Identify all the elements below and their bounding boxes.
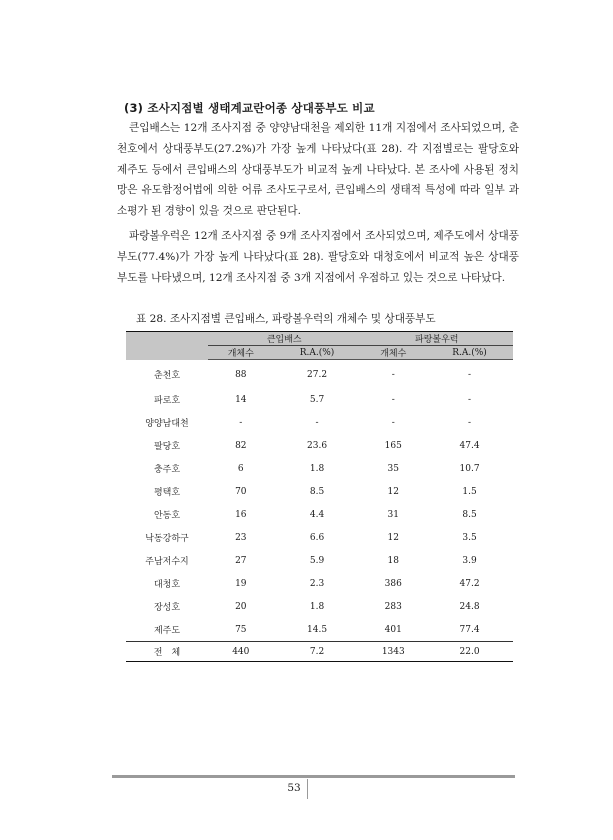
site-name: 평택호	[153, 488, 181, 498]
ra-cell: -	[468, 417, 472, 428]
site-header	[126, 332, 208, 360]
site-name: 낙동강하구	[145, 534, 189, 544]
count-cell: 16	[235, 509, 247, 520]
ra-cell: 1.5	[462, 486, 477, 497]
count-cell: 165	[384, 440, 402, 451]
site-name: 파로호	[153, 396, 181, 406]
site-name: 장성호	[153, 603, 181, 613]
count-cell: 283	[384, 601, 402, 612]
subheader-ra: R.A.(%)	[426, 346, 513, 360]
page-number: 53	[287, 782, 301, 794]
group-header-bluegill: 파랑볼우럭	[360, 332, 513, 346]
total-row	[126, 642, 513, 662]
count-cell: 75	[235, 624, 247, 635]
count-cell: 401	[384, 624, 402, 635]
ra-cell: 5.7	[309, 394, 325, 405]
ra-cell: 47.4	[459, 440, 480, 451]
subheader-count: 개체수	[208, 346, 274, 360]
count-cell: 70	[235, 486, 247, 497]
count-cell: 18	[387, 555, 399, 566]
table-row	[126, 549, 513, 572]
ra-cell: 6.6	[309, 532, 325, 543]
count-cell: 31	[387, 509, 399, 520]
table-row	[126, 388, 513, 411]
group-header-bass: 큰입배스	[208, 332, 360, 346]
count-cell: 12	[387, 486, 399, 497]
count-cell: 82	[235, 440, 247, 451]
subheader-ra: R.A.(%)	[274, 346, 361, 360]
table-row	[126, 526, 513, 549]
ra-cell: 2.3	[309, 578, 325, 589]
count-cell: -	[239, 417, 243, 428]
site-name: 전 체	[126, 642, 208, 662]
subheader-count: 개체수	[360, 346, 426, 360]
paragraph-largemouth-bass: 큰입배스는 12개 조사지점 중 양양남대천을 제외한 11개 지점에서 조사되었으며, 춘천호에서 상대풍부도(27.2%)가 가장 높게 나타났다(표 28). 각 지점별로는 팔당호와 제주도 등에서 큰입배스의 상대풍부도가 비교적 높게 나타났다. 본 조사에 사용된 정치망은 유도함정어법에 의한 어류 조사도구로서, 큰입배스의 생태적 특성에 따라 일부 과소평가 된 경향이 있을 것으로 판단된다.	[117, 122, 519, 218]
site-name: 춘천호	[153, 371, 181, 382]
ra-cell: 47.2	[459, 578, 480, 589]
table-row	[126, 480, 513, 503]
site-name: 주남저수지	[145, 557, 189, 567]
count-cell: 27	[235, 555, 247, 566]
section-heading: (3) 조사지점별 생태계교란어종 상대풍부도 비교	[124, 101, 375, 115]
table-row	[126, 457, 513, 480]
count-cell: 12	[387, 532, 399, 543]
ra-cell: 22.0	[426, 642, 513, 662]
count-cell: 19	[235, 578, 247, 589]
ra-cell: 1.8	[309, 463, 325, 474]
count-cell: 6	[237, 463, 244, 474]
table-row	[126, 572, 513, 595]
ra-cell: 24.8	[459, 601, 480, 612]
abundance-table	[126, 331, 513, 662]
ra-cell: 5.9	[309, 555, 325, 566]
table-row	[126, 618, 513, 642]
site-name: 팔당호	[153, 442, 181, 452]
count-cell: -	[391, 417, 395, 428]
site-name: 충주호	[153, 465, 181, 475]
ra-cell: -	[468, 394, 472, 405]
table-row	[126, 434, 513, 457]
ra-cell: 77.4	[459, 624, 480, 635]
count-cell: 20	[235, 601, 247, 612]
site-name: 제주도	[153, 626, 181, 636]
ra-cell: 8.5	[462, 509, 477, 520]
count-cell: -	[391, 394, 395, 405]
ra-cell: 27.2	[307, 370, 328, 380]
table-row	[126, 595, 513, 618]
footer-divider	[307, 779, 308, 799]
site-name: 양양남대천	[145, 419, 189, 429]
ra-cell: 23.6	[307, 440, 328, 451]
count-cell: 35	[387, 463, 399, 474]
ra-cell: -	[315, 417, 319, 428]
table-caption: 표 28. 조사지점별 큰입배스, 파랑볼우럭의 개체수 및 상대풍부도	[136, 313, 436, 325]
ra-cell: 4.4	[309, 509, 325, 520]
ra-cell: 14.5	[307, 624, 328, 635]
table-row	[126, 360, 513, 389]
ra-cell: 3.5	[462, 532, 477, 543]
count-cell: 1343	[360, 642, 426, 662]
ra-cell: 8.5	[309, 486, 325, 497]
table-row	[126, 503, 513, 526]
count-cell: 440	[208, 642, 274, 662]
count-cell: -	[391, 370, 395, 380]
footer-rule	[112, 775, 515, 778]
ra-cell: 10.7	[459, 463, 480, 474]
ra-cell: -	[468, 370, 472, 380]
count-cell: 88	[235, 370, 247, 380]
count-cell: 23	[235, 532, 247, 543]
count-cell: 14	[235, 394, 247, 405]
paragraph-bluegill: 파랑볼우럭은 12개 조사지점 중 9개 조사지점에서 조사되었으며, 제주도에서 상대풍부도(77.4%)가 가장 높게 나타났다(표 28). 팔당호와 대청호에서 비교적 높은 상대풍부도를 나타냈으며, 12개 조사지점 중 3개 지점에서 우점하고 있는 것으로 나타났다.	[117, 230, 519, 284]
ra-cell: 3.9	[462, 555, 477, 566]
site-name: 대청호	[153, 580, 181, 590]
count-cell: 386	[384, 578, 402, 589]
ra-cell: 7.2	[274, 642, 361, 662]
site-name: 안동호	[153, 511, 181, 521]
table-row	[126, 411, 513, 434]
ra-cell: 1.8	[309, 601, 325, 612]
